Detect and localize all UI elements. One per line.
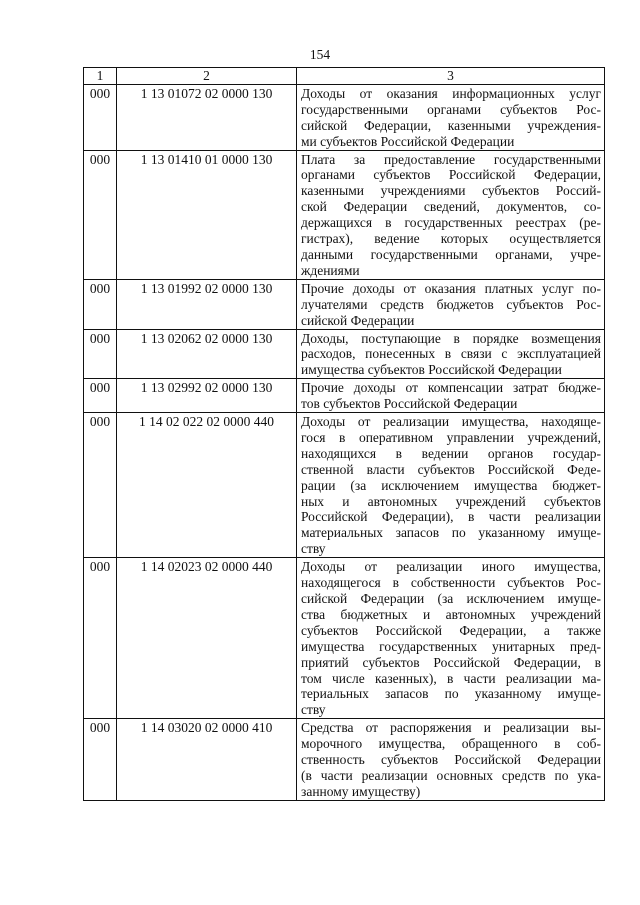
income-code-cell: 1 13 01410 01 0000 130	[117, 150, 297, 279]
description-line: гося в оперативном управлении учреждений,	[301, 429, 601, 445]
description-line: ми субъектов Российской Федерации	[301, 133, 515, 149]
income-code-cell: 1 13 01072 02 0000 130	[117, 84, 297, 150]
description-line: ству	[301, 702, 326, 718]
description-line: находящегося в собственности субъектов Рос-	[301, 575, 601, 591]
description-line: государственными органами субъектов Рос-	[301, 101, 601, 117]
description-line: приятий субъектов Российской Федерации, в	[301, 654, 601, 670]
income-description-cell	[297, 279, 605, 329]
table-row	[84, 558, 605, 719]
description-line: сийской Федерации (за исключением имуще-	[301, 591, 601, 606]
income-code-cell: 1 13 02062 02 0000 130	[117, 329, 297, 379]
description-line: ства бюджетных и автономных учреждений	[301, 606, 601, 622]
description-line: том числе казенных), в части реализации ма-	[301, 670, 601, 686]
description-line: ственность субъектов Российской Федерации	[301, 752, 601, 768]
description-line: рации (за исключением имущества бюджет-	[301, 477, 601, 493]
description-line: Прочие доходы от компенсации затрат бюдже-	[301, 380, 601, 396]
income-description-cell	[297, 558, 605, 719]
income-code-cell: 1 14 02 022 02 0000 440	[117, 413, 297, 558]
description-line: лучателями средств бюджетов субъектов Рос-	[301, 296, 601, 312]
income-description-cell	[297, 150, 605, 279]
income-code-cell: 1 14 03020 02 0000 410	[117, 719, 297, 801]
table-row	[84, 379, 605, 413]
description-line: ственной власти субъектов Российской Феде-	[301, 461, 601, 477]
description-line: органами субъектов Российской Федерации,	[301, 167, 601, 183]
table-row	[84, 413, 605, 558]
income-description-cell	[297, 719, 605, 801]
table-row	[84, 329, 605, 379]
description-line: Российской Федерации), в части реализации	[301, 509, 601, 525]
description-line: гистрах), ведение которых осуществляется	[301, 231, 601, 247]
admin-code-cell: 000	[84, 329, 117, 379]
description-line: Доходы, поступающие в порядке возмещения	[301, 330, 601, 346]
description-line: субъектов Российской Федерации, а также	[301, 622, 601, 638]
column-header-2: 2	[117, 68, 297, 85]
description-line: морочного имущества, обращенного в соб-	[301, 736, 601, 752]
description-line: имущества субъектов Российской Федерации	[301, 362, 562, 378]
description-line: находящихся в ведении органов государ-	[301, 445, 601, 461]
table-row	[84, 719, 605, 801]
description-line: казенными учреждениями субъектов Россий-	[301, 183, 601, 199]
admin-code-cell: 000	[84, 558, 117, 719]
description-line: расходов, понесенных в связи с эксплуатацией	[301, 346, 601, 362]
income-description-cell	[297, 84, 605, 150]
income-description-cell	[297, 329, 605, 379]
description-line: Доходы от оказания информационных услуг	[301, 85, 601, 101]
income-description-cell	[297, 413, 605, 558]
income-code-cell: 1 14 02023 02 0000 440	[117, 558, 297, 719]
description-line: имущества государственных унитарных пред-	[301, 638, 601, 654]
income-description-cell	[297, 379, 605, 413]
admin-code-cell: 000	[84, 379, 117, 413]
description-line: материальных запасов по указанному имуще-	[301, 525, 601, 541]
admin-code-cell: 000	[84, 413, 117, 558]
budget-classification-table	[83, 67, 605, 801]
admin-code-cell: 000	[84, 150, 117, 279]
description-line: держащихся в государственных реестрах (ре-	[301, 215, 601, 231]
description-line: Средства от распоряжения и реализации вы-	[301, 720, 601, 736]
description-line: ных и автономных учреждений субъектов	[301, 493, 601, 509]
description-line: териальных запасов по указанному имуще-	[301, 686, 601, 702]
description-line: Доходы от реализации иного имущества,	[301, 559, 601, 575]
column-header-3: 3	[297, 68, 605, 85]
description-line: (в части реализации основных средств по ука-	[301, 767, 601, 783]
description-line: ждениями	[301, 262, 360, 278]
admin-code-cell: 000	[84, 719, 117, 801]
description-line: Плата за предоставление государственными	[301, 151, 601, 167]
column-header-1: 1	[84, 68, 117, 85]
admin-code-cell: 000	[84, 279, 117, 329]
table-row	[84, 279, 605, 329]
page-number: 154	[309, 47, 331, 62]
income-code-cell: 1 13 02992 02 0000 130	[117, 379, 297, 413]
description-line: сийской Федерации	[301, 312, 415, 328]
income-code-cell: 1 13 01992 02 0000 130	[117, 279, 297, 329]
table-row	[84, 150, 605, 279]
description-line: тов субъектов Российской Федерации	[301, 396, 518, 412]
description-line: Доходы от реализации имущества, находяще-	[301, 414, 601, 430]
description-line: ской Федерации сведений, документов, со-	[301, 199, 601, 215]
table-header-row	[84, 68, 605, 85]
table-row	[84, 84, 605, 150]
description-line: занному имуществу)	[301, 783, 421, 799]
description-line: данными государственными органами, учре-	[301, 246, 601, 262]
description-line: Прочие доходы от оказания платных услуг по-	[301, 280, 601, 296]
admin-code-cell: 000	[84, 84, 117, 150]
description-line: ству	[301, 541, 326, 557]
description-line: сийской Федерации, казенными учреждения-	[301, 117, 601, 133]
